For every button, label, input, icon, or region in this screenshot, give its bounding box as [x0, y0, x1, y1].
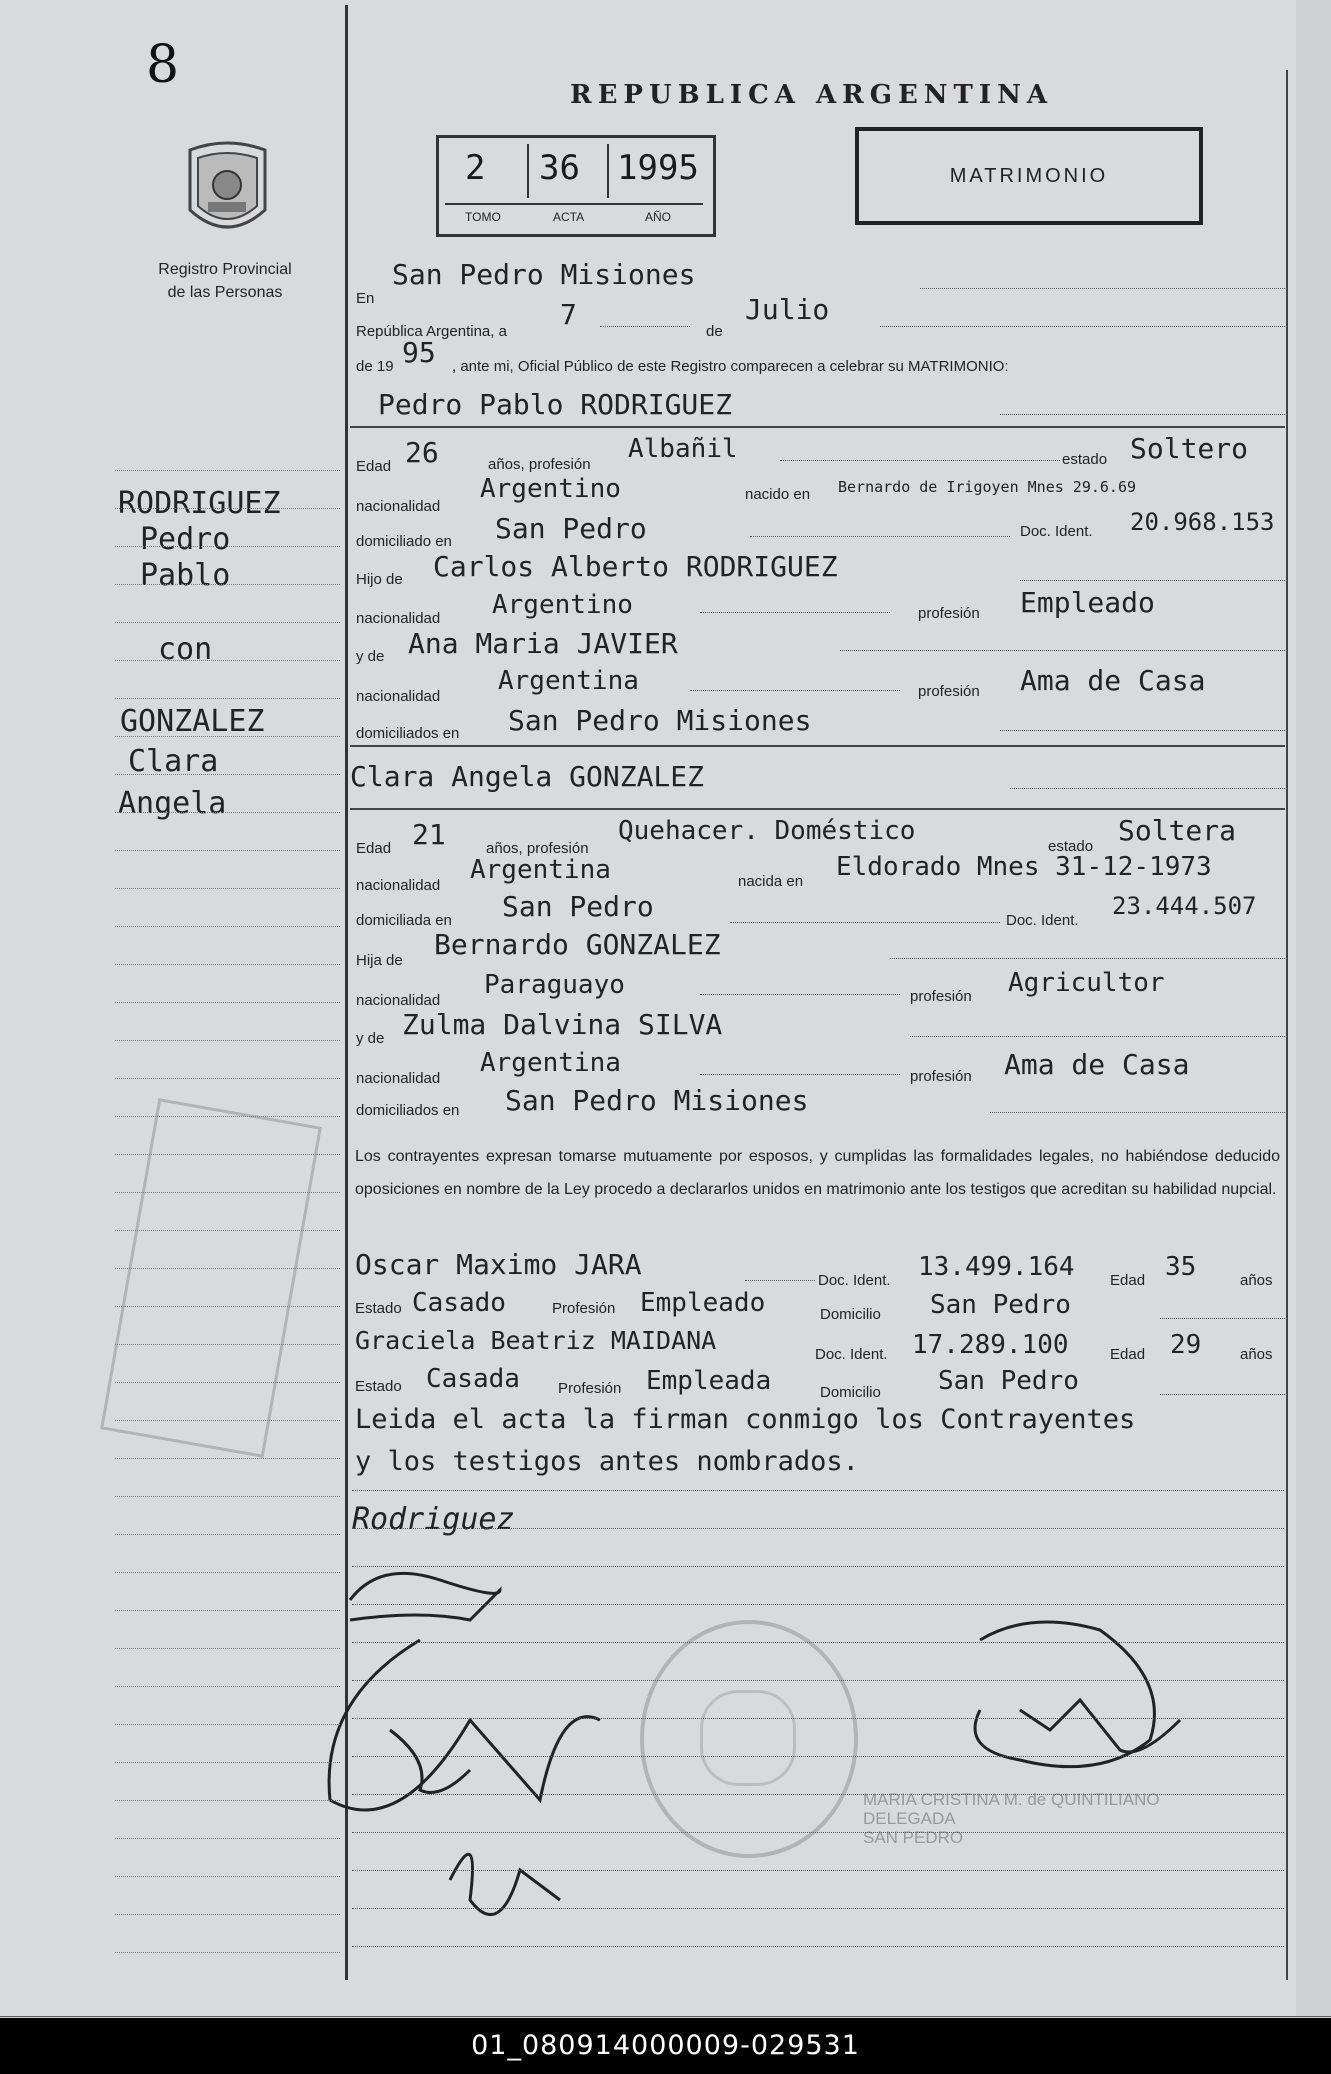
signature-rule-line — [352, 1946, 1284, 1947]
margin-rule-line — [115, 1572, 340, 1573]
margin-rule-line — [115, 1534, 340, 1535]
acta-value: 36 — [539, 148, 580, 188]
margin-rule-line — [115, 660, 340, 661]
margin-rule-line — [115, 1800, 340, 1801]
groom-birth: Bernardo de Irigoyen Mnes 29.6.69 — [838, 478, 1137, 496]
witness1-name: Oscar Maximo JARA — [355, 1248, 642, 1281]
witness1-doc: 13.499.164 — [918, 1252, 1075, 1282]
margin-rule-line — [115, 1686, 340, 1687]
margin-rule-line — [115, 508, 340, 509]
bride-domicile: San Pedro — [502, 890, 654, 923]
bride-status: Soltera — [1118, 814, 1237, 847]
bride-mother: Zulma Dalvina SILVA — [402, 1008, 723, 1041]
bride-doc: 23.444.507 — [1112, 892, 1257, 920]
margin-rule-line — [115, 812, 340, 813]
margin-rule-line — [115, 1192, 340, 1193]
margin-rule-line — [115, 1952, 340, 1953]
witness1-profession: Empleado — [640, 1288, 766, 1318]
groom-nationality: Argentino — [480, 474, 621, 504]
bride-age: 21 — [412, 818, 446, 851]
margin-rule-line — [115, 1610, 340, 1611]
margin-connector: con — [158, 632, 213, 667]
signature-rule-line — [352, 1756, 1284, 1757]
margin-rule-line — [115, 1154, 340, 1155]
acta-label: ACTA — [553, 210, 585, 224]
bride-mother-nationality: Argentina — [480, 1048, 621, 1078]
tomo-value: 2 — [465, 148, 486, 188]
witness1-age: 35 — [1165, 1252, 1197, 1282]
groom-domicile: San Pedro — [495, 512, 647, 545]
margin-rule-line — [115, 1914, 340, 1915]
margin-rule-line — [115, 736, 340, 737]
groom-father-nationality: Argentino — [492, 590, 633, 620]
margin-given-2: Pablo — [140, 558, 231, 593]
signature-rule-line — [352, 1832, 1284, 1833]
witness2-status: Casada — [426, 1364, 520, 1394]
margin-rule-line — [115, 850, 340, 851]
bride-name: Clara Angela GONZALEZ — [350, 760, 705, 793]
official-stamp-text: MARIA CRISTINA M. de QUINTILIANO DELEGADA SAN PEDRO — [863, 1790, 1160, 1847]
place: San Pedro Misiones — [392, 258, 696, 291]
margin-given-4: Angela — [118, 786, 227, 821]
signature-rule-line — [352, 1642, 1284, 1643]
margin-given-3: Clara — [128, 744, 219, 779]
document-id-footer: 01_080914000009-029531 — [0, 2018, 1331, 2074]
signature-rule-line — [352, 1490, 1284, 1491]
signature-rule-line — [352, 1528, 1284, 1529]
margin-rule-line — [115, 1344, 340, 1345]
witness2-name: Graciela Beatriz MAIDANA — [355, 1326, 717, 1355]
margin-rule-line — [115, 546, 340, 547]
bride-profession: Quehacer. Doméstico — [618, 816, 916, 846]
margin-given-1: Pedro — [140, 522, 231, 557]
bride-parents-domicile: San Pedro Misiones — [505, 1084, 809, 1117]
margin-rule-line — [115, 1496, 340, 1497]
margin-rule-line — [115, 1040, 340, 1041]
month: Julio — [745, 293, 830, 326]
signature-rule-line — [352, 1794, 1284, 1795]
closing-line-1: Leida el acta la firman conmigo los Contrayentes — [355, 1404, 1136, 1435]
witness2-age: 29 — [1170, 1330, 1202, 1360]
groom-doc: 20.968.153 — [1130, 508, 1275, 536]
year: 95 — [402, 336, 436, 369]
margin-rule-line — [115, 1458, 340, 1459]
signature-rule-line — [352, 1908, 1284, 1909]
bride-nationality: Argentina — [470, 855, 611, 885]
signature-rule-line — [352, 1680, 1284, 1681]
margin-surname-1: RODRIGUEZ — [118, 486, 281, 521]
registry-name: Registro Provincial de las Personas — [158, 261, 292, 301]
groom-father-profession: Empleado — [1020, 586, 1155, 619]
bride-father: Bernardo GONZALEZ — [434, 928, 721, 961]
signature-rule-line — [352, 1718, 1284, 1719]
groom-profession: Albañil — [628, 434, 738, 464]
signature-rule-line — [352, 1604, 1284, 1605]
margin-rule-line — [115, 1306, 340, 1307]
margin-surname-2: GONZALEZ — [120, 704, 265, 739]
groom-age: 26 — [405, 436, 439, 469]
page-number: 8 — [146, 35, 180, 95]
signature-rule-line — [352, 1870, 1284, 1871]
groom-mother-nationality: Argentina — [498, 666, 639, 696]
groom-name: Pedro Pablo RODRIGUEZ — [378, 388, 733, 421]
margin-rule-line — [115, 774, 340, 775]
closing-line-2: y los testigos antes nombrados. — [355, 1446, 859, 1477]
declaration-paragraph: Los contrayentes expresan tomarse mutuamente por esposos, y cumplidas las formalidades legales, no habiéndose deducido oposiciones en nombre de la Ley procedo a declararlos unidos en matrimonio ante los testigos que acreditan su habilidad nupcial. — [355, 1148, 1280, 1198]
groom-father: Carlos Alberto RODRIGUEZ — [433, 550, 838, 583]
margin-rule-line — [115, 584, 340, 585]
margin-rule-line — [115, 1724, 340, 1725]
margin-rule-line — [115, 1230, 340, 1231]
margin-rule-line — [115, 1002, 340, 1003]
witness2-profession: Empleada — [646, 1366, 772, 1396]
groom-status: Soltero — [1130, 432, 1249, 465]
groom-parents-domicile: San Pedro Misiones — [508, 704, 812, 737]
ano-value: 1995 — [617, 148, 699, 188]
margin-rule-line — [115, 698, 340, 699]
groom-signature: Rodriguez — [352, 1502, 515, 1537]
groom-mother: Ana Maria JAVIER — [408, 627, 678, 660]
ano-label: AÑO — [645, 210, 672, 224]
margin-rule-line — [115, 622, 340, 623]
margin-rule-line — [115, 964, 340, 965]
margin-rule-line — [115, 888, 340, 889]
witness2-domicile: San Pedro — [938, 1366, 1079, 1396]
margin-rule-line — [115, 1078, 340, 1079]
groom-mother-profession: Ama de Casa — [1020, 664, 1206, 697]
witness1-status: Casado — [412, 1288, 506, 1318]
margin-rule-line — [115, 1648, 340, 1649]
margin-rule-line — [115, 1876, 340, 1877]
margin-rule-line — [115, 926, 340, 927]
margin-rule-line — [115, 1382, 340, 1383]
witness1-domicile: San Pedro — [930, 1290, 1071, 1320]
witness2-doc: 17.289.100 — [912, 1330, 1069, 1360]
margin-rule-line — [115, 1762, 340, 1763]
signature-rule-line — [352, 1566, 1284, 1567]
act-type-box: MATRIMONIO — [855, 127, 1203, 225]
margin-rule-line — [115, 1838, 340, 1839]
day: 7 — [560, 298, 577, 331]
bride-father-profession: Agricultor — [1008, 968, 1165, 998]
tomo-label: TOMO — [465, 210, 501, 224]
margin-rule-line — [115, 1420, 340, 1421]
bride-father-nationality: Paraguayo — [484, 970, 625, 1000]
bride-mother-profession: Ama de Casa — [1004, 1048, 1190, 1081]
country-title: REPUBLICA ARGENTINA — [570, 80, 1054, 110]
margin-rule-line — [115, 1116, 340, 1117]
margin-rule-line — [115, 1268, 340, 1269]
bride-birth: Eldorado Mnes 31-12-1973 — [836, 852, 1212, 882]
margin-rule-line — [115, 470, 340, 471]
